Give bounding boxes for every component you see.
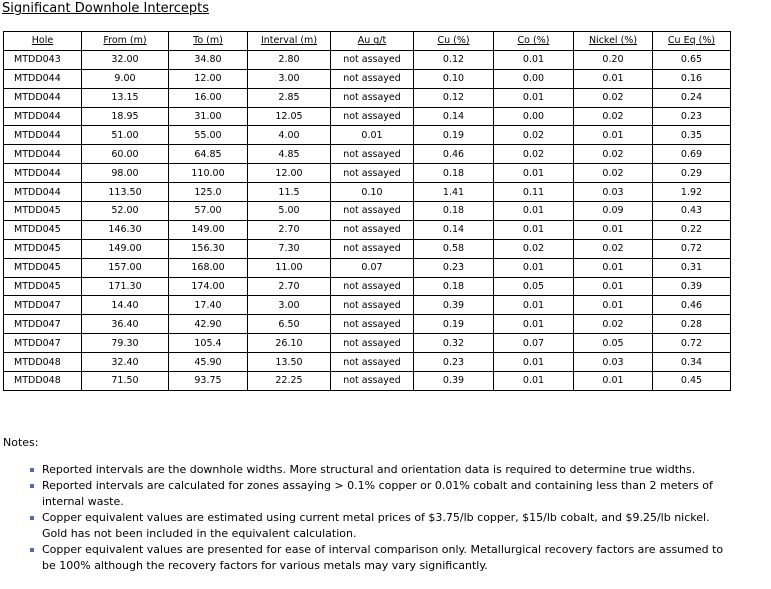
table-cell: 93.75 [169, 372, 248, 391]
table-row [4, 126, 731, 145]
table-cell: 0.02 [494, 239, 574, 258]
table-cell: 0.12 [414, 88, 494, 107]
table-cell: 0.34 [653, 353, 731, 372]
table-cell: 0.02 [494, 126, 574, 145]
table-cell: 0.05 [574, 334, 653, 353]
table-cell: 0.46 [414, 145, 494, 164]
table-cell: 0.01 [494, 50, 574, 69]
hole-id-cell: MTDD045 [4, 239, 82, 258]
table-cell: 0.01 [574, 277, 653, 296]
table-row [4, 164, 731, 183]
table-cell: 11.00 [248, 258, 331, 277]
table-cell: 168.00 [169, 258, 248, 277]
table-cell: 0.01 [494, 220, 574, 239]
table-cell: not assayed [331, 202, 414, 221]
table-row [4, 107, 731, 126]
table-cell: 12.00 [169, 69, 248, 88]
table-cell: not assayed [331, 220, 414, 239]
table-cell: 0.02 [574, 164, 653, 183]
table-cell: 2.85 [248, 88, 331, 107]
table-cell: 0.02 [494, 145, 574, 164]
table-cell: not assayed [331, 296, 414, 315]
table-cell: 3.00 [248, 69, 331, 88]
table-cell: 0.29 [653, 164, 731, 183]
table-cell: 0.01 [574, 126, 653, 145]
table-cell: 0.12 [414, 50, 494, 69]
table-cell: 2.70 [248, 220, 331, 239]
table-cell: 0.02 [574, 88, 653, 107]
table-cell: 0.10 [414, 69, 494, 88]
table-cell: not assayed [331, 164, 414, 183]
note-item: Reported intervals are the downhole widths. More structural and orientation data is required to determine true widths. [30, 462, 730, 478]
column-header: Cu Eq (%) [653, 32, 731, 51]
table-cell: 125.0 [169, 183, 248, 202]
table-cell: 0.58 [414, 239, 494, 258]
table-cell: 0.01 [494, 296, 574, 315]
table-cell: 0.32 [414, 334, 494, 353]
page-title: Significant Downhole Intercepts [2, 1, 210, 16]
table-cell: 5.00 [248, 202, 331, 221]
table-cell: not assayed [331, 239, 414, 258]
table-cell: 0.18 [414, 277, 494, 296]
table-cell: 0.35 [653, 126, 731, 145]
table-cell: 0.01 [494, 372, 574, 391]
notes-list [30, 462, 730, 574]
table-row [4, 145, 731, 164]
table-cell: 113.50 [82, 183, 169, 202]
table-cell: 7.30 [248, 239, 331, 258]
hole-id-cell: MTDD044 [4, 145, 82, 164]
table-cell: 0.46 [653, 296, 731, 315]
table-cell: 0.39 [414, 372, 494, 391]
table-cell: 0.22 [653, 220, 731, 239]
table-cell: 98.00 [82, 164, 169, 183]
table-cell: 0.19 [414, 126, 494, 145]
table-cell: 0.01 [494, 258, 574, 277]
table-cell: 0.01 [494, 315, 574, 334]
column-header: Cu (%) [414, 32, 494, 51]
table-row [4, 88, 731, 107]
hole-id-cell: MTDD044 [4, 107, 82, 126]
hole-id-cell: MTDD044 [4, 164, 82, 183]
table-cell: 0.01 [574, 372, 653, 391]
table-cell: 36.40 [82, 315, 169, 334]
hole-id-cell: MTDD048 [4, 353, 82, 372]
column-header: Nickel (%) [574, 32, 653, 51]
column-header: Interval (m) [248, 32, 331, 51]
table-cell: 0.14 [414, 220, 494, 239]
table-cell: 32.40 [82, 353, 169, 372]
table-cell: 0.03 [574, 183, 653, 202]
hole-id-cell: MTDD045 [4, 258, 82, 277]
table-cell: 0.01 [574, 69, 653, 88]
table-cell: 110.00 [169, 164, 248, 183]
table-cell: 0.31 [653, 258, 731, 277]
table-cell: 0.39 [653, 277, 731, 296]
table-cell: 0.11 [494, 183, 574, 202]
hole-id-cell: MTDD044 [4, 126, 82, 145]
table-cell: 22.25 [248, 372, 331, 391]
table-cell: 6.50 [248, 315, 331, 334]
table-row [4, 50, 731, 69]
table-cell: 0.02 [574, 107, 653, 126]
table-cell: 0.65 [653, 50, 731, 69]
hole-id-cell: MTDD044 [4, 69, 82, 88]
table-cell: 0.03 [574, 353, 653, 372]
table-cell: 0.01 [574, 258, 653, 277]
hole-id-cell: MTDD047 [4, 315, 82, 334]
table-cell: 0.18 [414, 164, 494, 183]
table-cell: 0.24 [653, 88, 731, 107]
table-cell: 174.00 [169, 277, 248, 296]
hole-id-cell: MTDD045 [4, 220, 82, 239]
table-cell: not assayed [331, 88, 414, 107]
table-cell: 0.09 [574, 202, 653, 221]
column-header: Co (%) [494, 32, 574, 51]
table-cell: 0.01 [494, 164, 574, 183]
table-body [4, 50, 731, 390]
table-row [4, 372, 731, 391]
table-cell: 0.07 [494, 334, 574, 353]
table-cell: 12.05 [248, 107, 331, 126]
table-cell: 0.39 [414, 296, 494, 315]
table-cell: 0.01 [574, 296, 653, 315]
table-cell: 51.00 [82, 126, 169, 145]
hole-id-cell: MTDD047 [4, 334, 82, 353]
table-cell: 146.30 [82, 220, 169, 239]
table-cell: 42.90 [169, 315, 248, 334]
table-cell: 0.02 [574, 239, 653, 258]
table-cell: 0.00 [494, 69, 574, 88]
note-item: Copper equivalent values are presented for ease of interval comparison only. Metallurgical recovery factors are assumed to be 100% although the recovery factors for various metals may vary significantly. [30, 542, 730, 574]
table-cell: 0.20 [574, 50, 653, 69]
notes-label: Notes: [3, 436, 39, 449]
hole-id-cell: MTDD048 [4, 372, 82, 391]
table-cell: 11.5 [248, 183, 331, 202]
table-cell: 1.41 [414, 183, 494, 202]
table-cell: 31.00 [169, 107, 248, 126]
hole-id-cell: MTDD043 [4, 50, 82, 69]
table-cell: 0.02 [574, 145, 653, 164]
table-cell: 4.85 [248, 145, 331, 164]
table-cell: 45.90 [169, 353, 248, 372]
table-cell: 12.00 [248, 164, 331, 183]
table-cell: 0.01 [494, 202, 574, 221]
table-cell: not assayed [331, 372, 414, 391]
table-cell: not assayed [331, 353, 414, 372]
table-cell: 0.10 [331, 183, 414, 202]
table-cell: 2.80 [248, 50, 331, 69]
table-cell: not assayed [331, 334, 414, 353]
table-header-row [4, 32, 731, 51]
table-cell: 71.50 [82, 372, 169, 391]
table-cell: 3.00 [248, 296, 331, 315]
table-cell: 18.95 [82, 107, 169, 126]
column-header: Au g/t [331, 32, 414, 51]
table-cell: 64.85 [169, 145, 248, 164]
table-cell: not assayed [331, 107, 414, 126]
table-row [4, 183, 731, 202]
table-row [4, 334, 731, 353]
table-cell: 0.07 [331, 258, 414, 277]
table-cell: 17.40 [169, 296, 248, 315]
table-cell: not assayed [331, 277, 414, 296]
table-cell: 0.23 [414, 353, 494, 372]
table-cell: 60.00 [82, 145, 169, 164]
table-cell: 0.23 [653, 107, 731, 126]
table-row [4, 239, 731, 258]
table-cell: 0.14 [414, 107, 494, 126]
table-cell: 2.70 [248, 277, 331, 296]
table-cell: not assayed [331, 50, 414, 69]
table-row [4, 296, 731, 315]
hole-id-cell: MTDD044 [4, 88, 82, 107]
table-cell: 0.02 [574, 315, 653, 334]
hole-id-cell: MTDD044 [4, 183, 82, 202]
table-cell: 79.30 [82, 334, 169, 353]
table-cell: 14.40 [82, 296, 169, 315]
hole-id-cell: MTDD047 [4, 296, 82, 315]
table-cell: 0.18 [414, 202, 494, 221]
table-cell: 0.72 [653, 239, 731, 258]
table-cell: 4.00 [248, 126, 331, 145]
table-cell: 1.92 [653, 183, 731, 202]
table-cell: 0.16 [653, 69, 731, 88]
table-cell: 9.00 [82, 69, 169, 88]
table-cell: 26.10 [248, 334, 331, 353]
intercepts-table [3, 31, 731, 391]
table-cell: 13.50 [248, 353, 331, 372]
table-row [4, 69, 731, 88]
table-cell: 0.72 [653, 334, 731, 353]
hole-id-cell: MTDD045 [4, 277, 82, 296]
table-cell: 0.43 [653, 202, 731, 221]
table-cell: 0.01 [331, 126, 414, 145]
table-cell: 13.15 [82, 88, 169, 107]
table-cell: 149.00 [169, 220, 248, 239]
note-item: Reported intervals are calculated for zones assaying > 0.1% copper or 0.01% cobalt and containing less than 2 meters of internal waste. [30, 478, 730, 510]
column-header: Hole [4, 32, 82, 51]
table-cell: 0.45 [653, 372, 731, 391]
table-row [4, 258, 731, 277]
table-cell: 16.00 [169, 88, 248, 107]
table-row [4, 315, 731, 334]
table-cell: 0.23 [414, 258, 494, 277]
column-header: To (m) [169, 32, 248, 51]
table-cell: 0.00 [494, 107, 574, 126]
table-cell: 156.30 [169, 239, 248, 258]
table-cell: 55.00 [169, 126, 248, 145]
table-cell: 0.01 [574, 220, 653, 239]
table-row [4, 277, 731, 296]
table-cell: 34.80 [169, 50, 248, 69]
column-header: From (m) [82, 32, 169, 51]
table-cell: 52.00 [82, 202, 169, 221]
table-cell: 149.00 [82, 239, 169, 258]
table-cell: not assayed [331, 145, 414, 164]
table-cell: 57.00 [169, 202, 248, 221]
table-cell: 0.19 [414, 315, 494, 334]
table-cell: 0.28 [653, 315, 731, 334]
table-cell: 32.00 [82, 50, 169, 69]
note-item: Copper equivalent values are estimated using current metal prices of $3.75/lb copper, $15/lb cobalt, and $9.25/lb nickel. Gold has not been included in the equivalent calculation. [30, 510, 730, 542]
table-cell: not assayed [331, 315, 414, 334]
table-cell: 171.30 [82, 277, 169, 296]
table-row [4, 220, 731, 239]
table-cell: 0.01 [494, 88, 574, 107]
table-cell: 157.00 [82, 258, 169, 277]
table-cell: not assayed [331, 69, 414, 88]
table-cell: 105.4 [169, 334, 248, 353]
table-row [4, 202, 731, 221]
hole-id-cell: MTDD045 [4, 202, 82, 221]
table-cell: 0.05 [494, 277, 574, 296]
table-cell: 0.69 [653, 145, 731, 164]
table-row [4, 353, 731, 372]
table-cell: 0.01 [494, 353, 574, 372]
